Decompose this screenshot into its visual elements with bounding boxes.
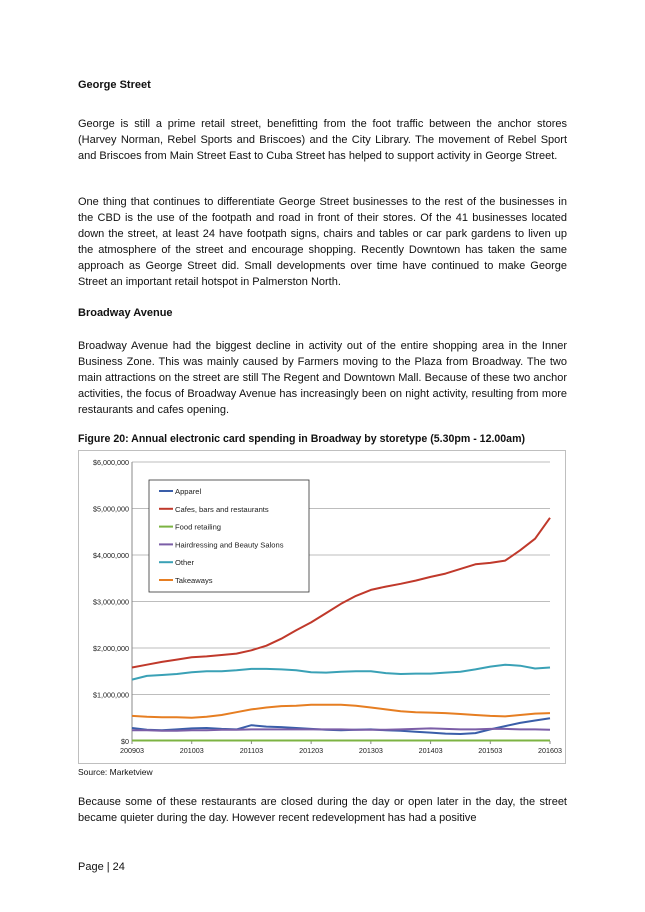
legend-label: Food retailing (175, 522, 222, 532)
x-tick-label: 201403 (418, 746, 443, 755)
y-tick-label: $3,000,000 (93, 597, 129, 607)
after-figure-paragraph: Because some of these restaurants are closed during the day or open later in the day, the street became quieter during the day. However recent redevelopment has had a positive (78, 796, 567, 824)
x-tick-label: 201603 (538, 746, 562, 755)
y-tick-label: $4,000,000 (93, 551, 129, 560)
george-street-paragraph-1: George is still a prime retail street, benefitting from the foot traffic between the anchor stores (Harvey Norman, Rebel Sports and Briscoes) and the City Library. The movement of Rebel Sport and Briscoes from Main Street East to Cuba Street has helped to support activity in George Street. (78, 118, 567, 162)
x-tick-label: 201003 (179, 746, 204, 755)
x-tick-label: 201503 (478, 746, 503, 755)
x-tick-label: 201203 (299, 746, 324, 755)
figure-caption: Figure 20: Annual electronic card spending in Broadway by storetype (5.30pm - 12.00am) (78, 433, 526, 445)
legend-label: Hairdressing and Beauty Salons (175, 540, 284, 550)
series-line-takeaways (132, 705, 550, 718)
y-tick-label: $1,000,000 (93, 690, 129, 700)
x-axis-ticks (120, 741, 562, 755)
george-street-paragraph-2: One thing that continues to differentiate George Street businesses to the rest of the businesses in the CBD is the use of the footpath and road in front of their stores. Of the 41 businesses located down the street, at least 24 have footpath signs, chairs and tables or car park gardens to liven up the atmosphere of the street and encourage shopping. Recently Downtown has taken the same approach as George Street did. Small developments over time have continued to make George Street an important retail hotspot in Palmerston North. (78, 196, 567, 288)
legend-box (149, 480, 309, 592)
figure-source: Source: Marketview (78, 767, 153, 777)
y-axis-ticks (93, 458, 129, 746)
x-tick-label: 201103 (239, 746, 264, 755)
y-tick-label: $6,000,000 (93, 458, 129, 467)
series-line-apparel (132, 718, 550, 734)
chart-frame (78, 450, 566, 764)
y-tick-label: $5,000,000 (93, 504, 129, 514)
broadway-avenue-paragraph: Broadway Avenue had the biggest decline in activity out of the entire shopping area in the Inner Business Zone. This was mainly caused by Farmers moving to the Plaza from Broadway. The two main attractions on the street are still The Regent and Downtown Mall. Because of these two anchor activities, the focus of Broadway Avenue has increasingly been on night activity, resulting from more restaurants and cafes opening. (78, 340, 567, 416)
page-number: Page | 24 (78, 861, 125, 873)
legend-label: Apparel (175, 487, 202, 496)
y-tick-label: $2,000,000 (93, 644, 129, 653)
legend-label: Takeaways (175, 576, 213, 585)
y-tick-label: $0 (121, 737, 129, 746)
x-tick-label: 201303 (358, 746, 383, 755)
legend-label: Other (175, 558, 194, 568)
line-chart (79, 451, 565, 763)
george-street-heading: George Street (78, 79, 151, 91)
series-line-other (132, 665, 550, 680)
broadway-avenue-heading: Broadway Avenue (78, 307, 173, 319)
legend-label: Cafes, bars and restaurants (175, 504, 269, 514)
x-tick-label: 200903 (120, 746, 144, 755)
chart-legend (149, 480, 309, 592)
